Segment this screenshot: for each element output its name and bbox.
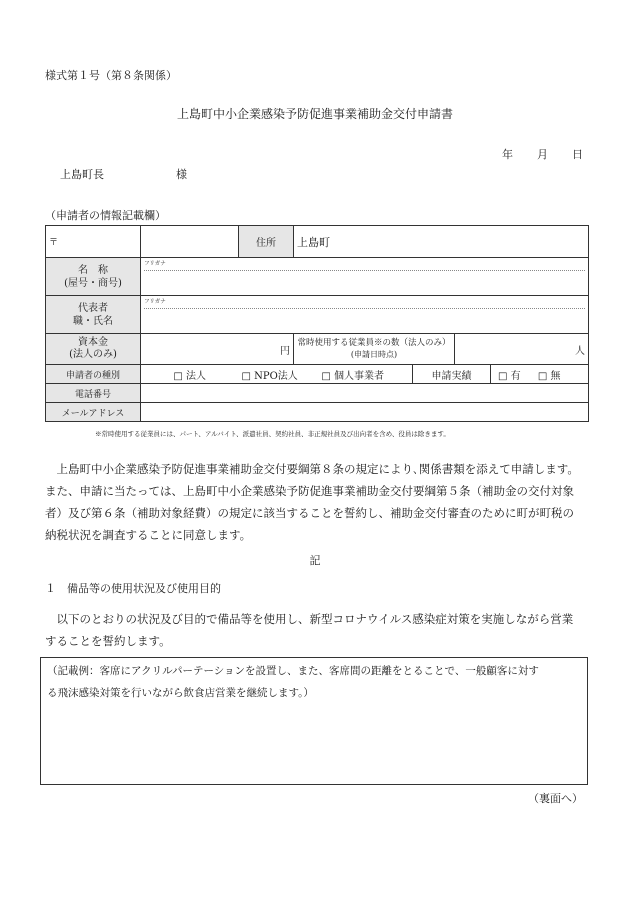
applicant-section-title: （申請者の情報記載欄）	[45, 209, 166, 222]
name-furigana: フリガナ	[144, 260, 585, 271]
applicant-form-table	[45, 225, 589, 422]
employees-label: 常時使用する従業員※の数（法人のみ） (申請日時点)	[294, 334, 455, 365]
employee-note: ※常時使用する従業員には、パート、アルバイト、派遣社員、契約社員、非正規社員及び出向者を含め、役員は除きます。	[95, 430, 450, 438]
email-label: メールアドレス	[46, 403, 141, 422]
postal-mark: 〒	[46, 226, 141, 258]
employees-field[interactable]	[455, 334, 589, 365]
honorific: 様	[176, 168, 187, 181]
declaration-paragraph: 上島町中小企業感染予防促進事業補助金交付要綱第８条の規定により､関係書類を添えて申請します。 また、申請に当たっては、上島町中小企業感染予防促進事業補助金交付要綱第５条（補助金の交付対象 者）及び第６条（補助対象経費）の規定に該当することを誓約し、補助金交付審査のために町が町税の 納税状況を調査することに同意します。	[45, 462, 579, 542]
representative-label: 代表者 職・氏名	[46, 296, 141, 334]
application-record-label: 申請実績	[413, 365, 491, 384]
type-option-individual[interactable]: □ 個人事業者	[294, 365, 413, 384]
type-option-npo[interactable]: □ NPO法人	[239, 365, 294, 384]
email-field[interactable]	[141, 403, 589, 422]
phone-field[interactable]	[141, 384, 589, 403]
section1-title: １ 備品等の使用状況及び使用目的	[45, 582, 221, 595]
capital-field[interactable]	[141, 334, 294, 365]
applicant-type-label: 申請者の種別	[46, 365, 141, 384]
ki-heading: 記	[309, 554, 321, 567]
record-yes-option[interactable]: □ 有	[498, 370, 521, 382]
employees-unit: 人	[575, 345, 585, 357]
representative-field[interactable]	[141, 296, 589, 334]
usage-description-box[interactable]	[40, 657, 588, 785]
addressee: 上島町長	[60, 168, 104, 181]
address-field[interactable]: 上島町	[294, 226, 589, 258]
postal-code-field[interactable]	[141, 226, 239, 258]
capital-label: 資本金 (法人のみ)	[46, 334, 141, 365]
phone-label: 電話番号	[46, 384, 141, 403]
address-label: 住所	[239, 226, 294, 258]
record-options[interactable]	[491, 365, 589, 384]
name-label: 名 称 (屋号・商号)	[46, 258, 141, 296]
next-page-note: （裏面へ）	[528, 792, 583, 805]
document-title: 上島町中小企業感染予防促進事業補助金交付申請書	[176, 107, 453, 121]
date-month: 月	[537, 148, 548, 161]
example-text: （記載例：客席にアクリルパーテーションを設置し、また、客席間の距離をとることで、一般顧客に対す る飛沫感染対策を行いながら飲食店営業を継続します。）	[47, 665, 539, 699]
date-day: 日	[572, 148, 583, 161]
name-field[interactable]	[141, 258, 589, 296]
record-no-option[interactable]: □ 無	[537, 370, 561, 382]
section1-text: 以下のとおりの状況及び目的で備品等を使用し、新型コロナウイルス感染症対策を実施しながら営業 することを誓約します。	[45, 612, 574, 648]
form-number: 様式第１号（第８条関係）	[45, 69, 177, 82]
type-option-corporation[interactable]: □ 法人	[141, 365, 239, 384]
representative-furigana: フリガナ	[144, 298, 585, 309]
date-year: 年	[502, 148, 513, 161]
capital-unit: 円	[280, 345, 290, 357]
